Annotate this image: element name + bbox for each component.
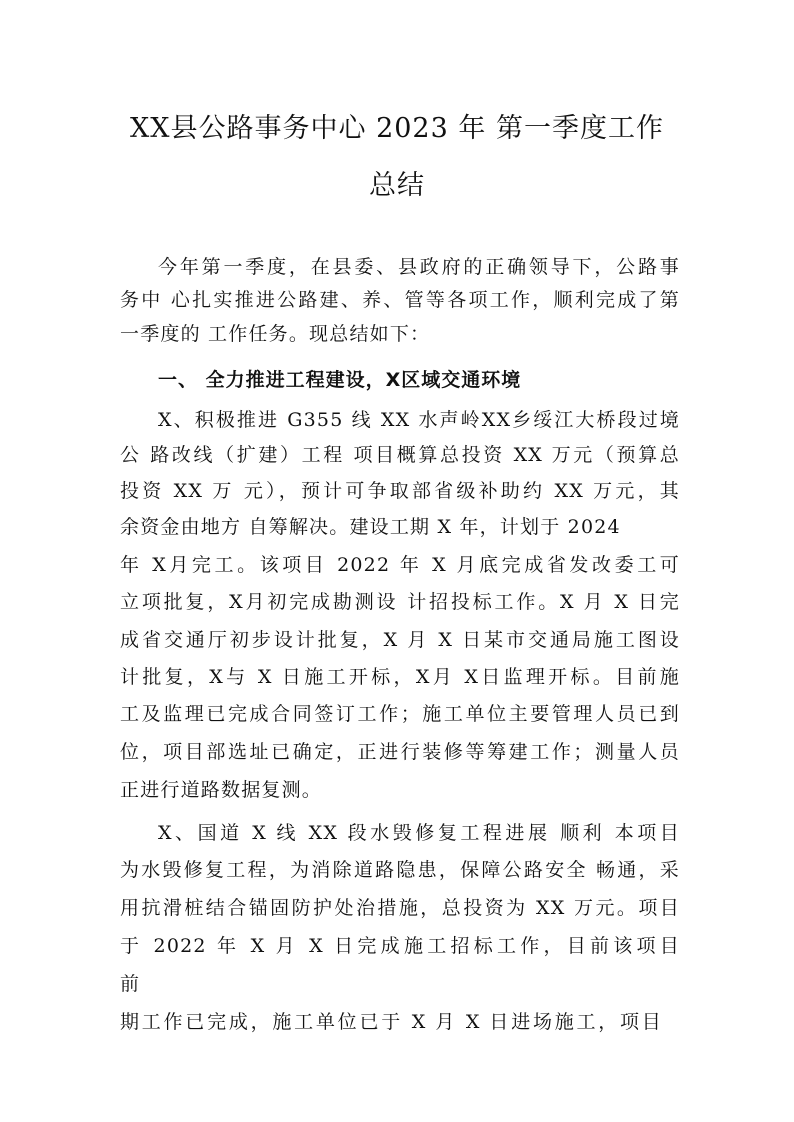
para2-line-4: 于 2022 年 X 月 X 日完成施工招标工作，目前该项目 [120, 935, 680, 957]
para2-line-3: 用抗滑桩结合锚固防护处治措施，总投资为 XX 万元。项目 [120, 897, 680, 919]
document-title-line-1: XX县公路事务中心 2023 年 第一季度工作 [130, 113, 664, 144]
para1-line-2: 公 路改线（扩建）工程 项目概算总投资 XX 万元（预算总 [120, 444, 680, 466]
section-heading-1: 一、 全力推进工程建设，X区域交通环境 [158, 369, 522, 391]
document-title-line-2: 总结 [369, 170, 425, 201]
para2-line-2: 为水毁修复工程，为消除道路隐患，保障公路安全 畅通，采 [120, 859, 680, 881]
para1-line-7: 成省交通厅初步设计批复，X 月 X 日某市交通局施工图设 [120, 629, 680, 651]
para1-line-6: 立项批复，X月初完成勘测设 计招投标工作。X 月 X 日完 [120, 591, 680, 613]
intro-line-1: 今年第一季度，在县委、县政府的正确领导下，公路事 [158, 256, 680, 278]
para1-line-9: 工及监理已完成合同签订工作；施工单位主要管理人员已到 [120, 703, 680, 725]
para1-line-10: 位，项目部选址已确定，正进行装修等筹建工作；测量人员 [120, 741, 680, 763]
para1-line-3: 投资 XX 万 元），预计可争取部省级补助约 XX 万元，其 [120, 480, 680, 502]
para1-line-4: 余资金由地方 自筹解决。建设工期 X 年，计划于 2024 [120, 516, 621, 538]
para1-line-1: X、积极推进 G355 线 XX 水声岭XX乡绥江大桥段过境 [158, 409, 680, 431]
intro-line-3: 一季度的 工作任务。现总结如下： [120, 323, 431, 345]
para1-line-5: 年 X月完工。该项目 2022 年 X 月底完成省发改委工可 [120, 554, 680, 576]
para1-line-8: 计批复，X与 X 日施工开标，X月 X日监理开标。目前施 [120, 666, 680, 688]
para2-line-6: 期工作已完成，施工单位已于 X 月 X 日进场施工，项目 [120, 1011, 662, 1033]
para2-line-5: 前 [120, 973, 141, 995]
para2-line-1: X、国道 X 线 XX 段水毁修复工程进展 顺利 本项目 [158, 822, 680, 844]
intro-line-2: 务中 心扎实推进公路建、养、管等各项工作，顺利完成了第 [120, 289, 680, 311]
para1-line-11: 正进行道路数据复测。 [120, 779, 323, 801]
